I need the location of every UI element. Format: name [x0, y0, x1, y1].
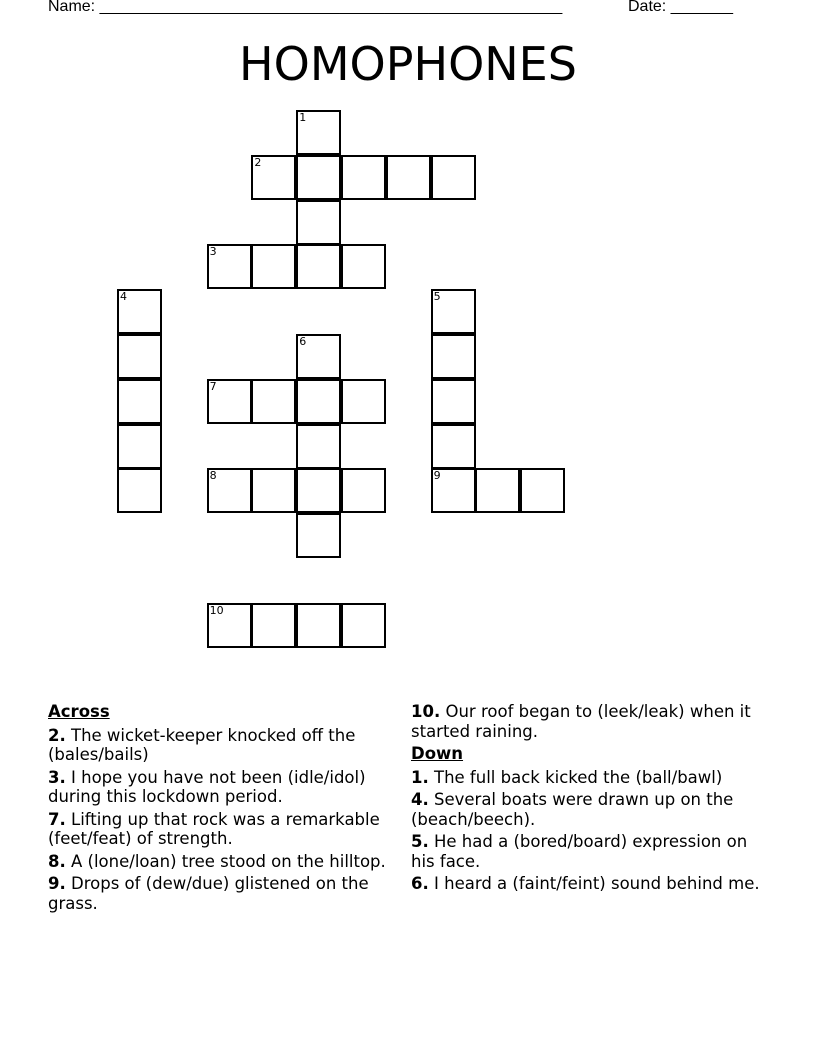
clues-left-column	[48, 700, 398, 916]
grid-cell[interactable]	[431, 155, 476, 200]
clue-text: I hope you have not been (idle/idol) during this lockdown period.	[48, 767, 366, 806]
grid-cell[interactable]	[431, 379, 476, 424]
clue-down-5	[411, 832, 761, 871]
grid-cell[interactable]	[296, 468, 341, 513]
cell-number: 2	[254, 155, 262, 169]
grid-cell[interactable]	[296, 155, 341, 200]
clue-number: 6.	[411, 874, 429, 893]
clue-down-1	[411, 768, 761, 788]
clue-text: A (lone/loan) tree stood on the hilltop.	[71, 851, 386, 871]
grid-cell[interactable]	[207, 603, 252, 648]
grid-cell[interactable]	[341, 155, 386, 200]
clue-number: 1.	[411, 767, 429, 787]
clue-text: Drops of (dew/due) glistened on the grass.	[48, 874, 369, 913]
grid-cell[interactable]	[475, 468, 520, 513]
clue-number: 4.	[411, 790, 429, 809]
grid-cell[interactable]	[341, 379, 386, 424]
cell-number: 7	[209, 379, 217, 393]
clues-right-column	[411, 700, 761, 897]
grid-cell[interactable]	[431, 289, 476, 334]
grid-cell[interactable]	[296, 244, 341, 289]
clue-down-6	[411, 874, 761, 894]
name-field[interactable]: Name: ____________________________________________________	[48, 0, 563, 15]
clue-text: The wicket-keeper knocked off the (bales/bails)	[48, 725, 356, 764]
cell-number: 4	[120, 290, 127, 304]
grid-cell[interactable]	[251, 244, 296, 289]
date-field[interactable]: Date: _______	[628, 0, 733, 15]
clue-number: 10.	[411, 702, 441, 721]
cell-number: 6	[299, 335, 307, 348]
cell-number: 5	[433, 290, 441, 304]
grid-cell[interactable]	[296, 110, 341, 155]
cell-number: 8	[209, 469, 217, 483]
grid-cell[interactable]	[117, 334, 162, 379]
grid-cell[interactable]	[431, 424, 476, 469]
clue-across-2	[48, 726, 398, 765]
clue-across-8	[48, 852, 398, 872]
clue-text: Several boats were drawn up on the (beach/beech).	[411, 790, 734, 829]
clue-number: 2.	[48, 725, 66, 745]
grid-cell[interactable]	[207, 379, 252, 424]
grid-cell[interactable]	[207, 244, 252, 289]
clue-across-7	[48, 810, 398, 849]
grid-cell[interactable]	[251, 155, 296, 200]
clue-across-9	[48, 874, 398, 913]
clue-text: The full back kicked the (ball/bawl)	[434, 767, 723, 787]
clue-text: Our roof began to (leek/leak) when it started raining.	[411, 702, 751, 741]
grid-cell[interactable]	[296, 424, 341, 469]
clue-number: 9.	[48, 874, 66, 893]
grid-cell[interactable]	[296, 334, 341, 379]
cell-number: 3	[209, 245, 217, 259]
grid-cell[interactable]	[296, 379, 341, 424]
grid-cell[interactable]	[296, 200, 341, 245]
clue-number: 5.	[411, 832, 429, 851]
grid-cell[interactable]	[251, 603, 296, 648]
cell-number: 9	[433, 469, 441, 483]
grid-cell[interactable]	[117, 424, 162, 469]
grid-cell[interactable]	[341, 603, 386, 648]
grid-cell[interactable]	[296, 603, 341, 648]
grid-cell[interactable]	[251, 379, 296, 424]
cell-number: 1	[299, 111, 307, 124]
clue-number: 3.	[48, 767, 66, 787]
clue-down-4	[411, 790, 761, 829]
grid-cell[interactable]	[296, 513, 341, 558]
grid-cell[interactable]	[520, 468, 565, 513]
grid-cell[interactable]	[341, 244, 386, 289]
clue-across-3	[48, 768, 398, 807]
grid-cell[interactable]	[431, 468, 476, 513]
clue-across-10	[411, 702, 761, 741]
clue-text: I heard a (faint/feint) sound behind me.	[434, 874, 760, 893]
across-heading: Across	[48, 702, 110, 721]
grid-cell[interactable]	[117, 379, 162, 424]
clue-number: 7.	[48, 809, 66, 829]
grid-cell[interactable]	[431, 334, 476, 379]
grid-cell[interactable]	[251, 468, 296, 513]
grid-cell[interactable]	[117, 468, 162, 513]
clue-text: Lifting up that rock was a remarkable (feet/feat) of strength.	[48, 809, 380, 848]
grid-cell[interactable]	[207, 468, 252, 513]
clue-number: 8.	[48, 851, 66, 871]
grid-cell[interactable]	[341, 468, 386, 513]
cell-number: 10	[209, 603, 224, 617]
page-title: HOMOPHONES	[239, 37, 577, 91]
grid-cell[interactable]	[386, 155, 431, 200]
grid-cell[interactable]	[117, 289, 162, 334]
clue-text: He had a (bored/board) expression on his face.	[411, 832, 748, 871]
down-heading: Down	[411, 744, 464, 763]
